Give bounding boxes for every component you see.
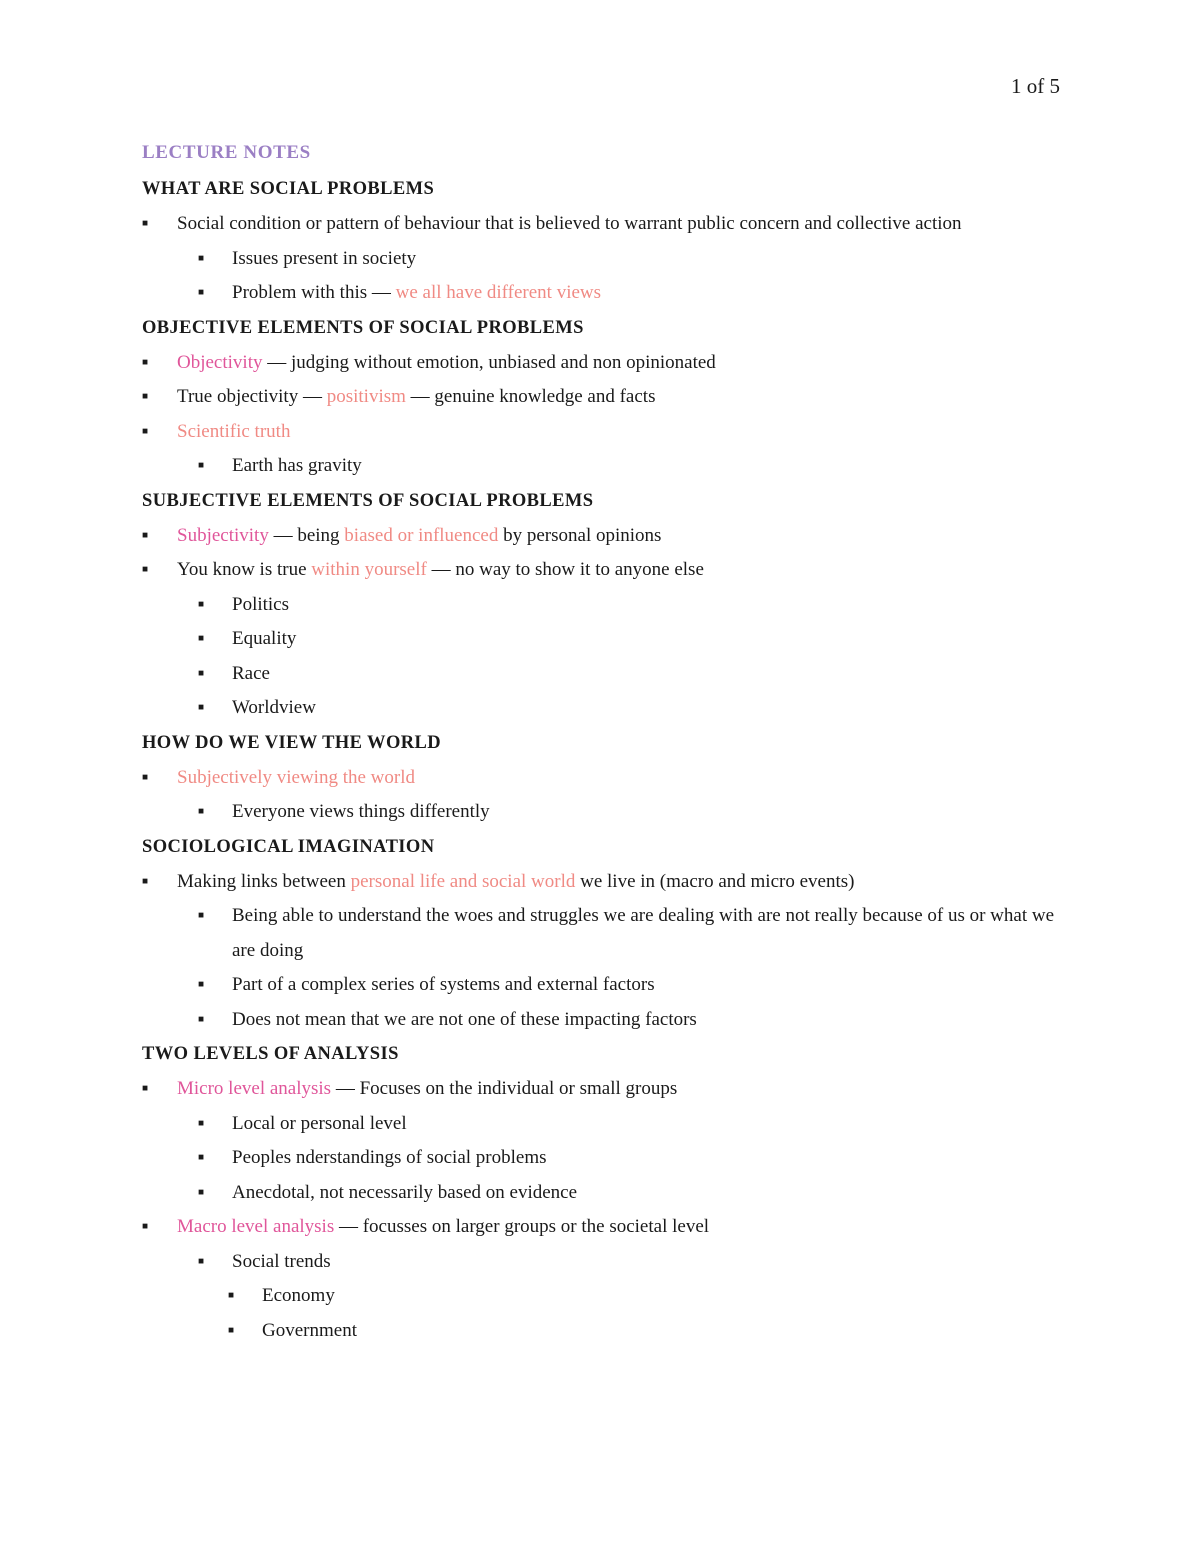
bullet-icon: ■ (228, 1324, 235, 1336)
list-item: ■ Everyone views things differently (142, 795, 1062, 830)
section-heading: OBJECTIVE ELEMENTS OF SOCIAL PROBLEMS (142, 317, 584, 338)
list-item: ■ Being able to understand the woes and struggles we are dealing with are not really because of us or what we are doing (142, 899, 1062, 968)
bullet-icon: ■ (142, 391, 149, 402)
highlight-text: Scientific truth (177, 420, 291, 442)
bullet-icon: ■ (228, 1290, 235, 1301)
list-item: ■ Worldview (142, 691, 1062, 726)
list-item: ■ Part of a complex series of systems and external factors (142, 968, 1062, 1003)
bullet-icon: ■ (198, 1117, 205, 1129)
list-item: ■ Earth has gravity (142, 449, 1062, 484)
list-item: ■ Macro level analysis — focusses on larger groups or the societal level (142, 1210, 1062, 1245)
bullet-list (142, 761, 1062, 830)
term-text: Macro level analysis (177, 1216, 335, 1237)
bullet-icon: ■ (142, 218, 149, 229)
bullet-icon: ■ (198, 1186, 205, 1198)
bullet-icon: ■ (198, 667, 205, 679)
bullet-list (142, 1072, 1062, 1348)
list-item: ■ Subjectivity — being biased or influenced by personal opinions (142, 519, 1062, 554)
list-item: ■ Politics (142, 588, 1062, 623)
list-item (142, 415, 1062, 450)
bullet-icon: ■ (198, 460, 205, 471)
list-item: ■ Issues present in society (142, 242, 1062, 277)
highlight-text: personal life and social world (350, 870, 576, 892)
term-text: Subjectivity (177, 524, 269, 546)
bullet-icon: ■ (198, 1255, 205, 1267)
bullet-icon: ■ (142, 1221, 149, 1232)
bullet-icon: ■ (198, 806, 205, 817)
list-item (142, 761, 1062, 796)
bullet-icon: ■ (142, 564, 149, 575)
bullet-icon: ■ (142, 1083, 149, 1094)
bullet-icon: ■ (198, 910, 205, 921)
list-item: ■ Does not mean that we are not one of these impacting factors (142, 1003, 1062, 1038)
section-heading: SUBJECTIVE ELEMENTS OF SOCIAL PROBLEMS (142, 490, 594, 511)
bullet-icon: ■ (198, 252, 205, 264)
document-title: LECTURE NOTES (142, 142, 311, 163)
highlight-text: within yourself (311, 559, 427, 580)
bullet-list (142, 519, 1062, 726)
term-text: Micro level analysis (177, 1078, 332, 1099)
highlight-text: we all have different views (395, 282, 602, 303)
bullet-list (142, 865, 1062, 1038)
bullet-list (142, 207, 1062, 311)
document-body (142, 138, 1062, 1348)
list-item: ■ Peoples nderstandings of social problems (142, 1141, 1062, 1176)
bullet-icon: ■ (198, 287, 205, 298)
bullet-icon: ■ (198, 702, 205, 713)
list-item: ■ Social trends (142, 1245, 1062, 1280)
section-heading: SOCIOLOGICAL IMAGINATION (142, 836, 435, 857)
page-number: 1 of 5 (1011, 74, 1060, 98)
highlight-text: Subjectively viewing the world (177, 766, 415, 788)
list-item: ■ Race (142, 657, 1062, 692)
list-item: ■ You know is true within yourself — no way to show it to anyone else (142, 553, 1062, 588)
section-heading: WHAT ARE SOCIAL PROBLEMS (142, 179, 435, 199)
list-item: ■ Social condition or pattern of behaviour that is believed to warrant public concern and collective action (142, 207, 1062, 242)
bullet-icon: ■ (142, 356, 149, 368)
section-heading: HOW DO WE VIEW THE WORLD (142, 732, 442, 753)
highlight-text: biased or influenced (344, 524, 499, 546)
bullet-icon: ■ (198, 1152, 205, 1163)
bullet-icon: ■ (198, 1013, 205, 1025)
bullet-icon: ■ (198, 598, 205, 610)
list-item: ■ Government (142, 1314, 1062, 1349)
list-item: ■ Local or personal level (142, 1107, 1062, 1142)
list-item: ■ Objectivity — judging without emotion, unbiased and non opinionated (142, 346, 1062, 381)
list-item: ■ Equality (142, 622, 1062, 657)
list-item: ■ Problem with this — we all have different views (142, 276, 1062, 311)
bullet-icon: ■ (142, 529, 149, 541)
term-text: Objectivity (177, 351, 263, 373)
list-item: ■ Economy (142, 1279, 1062, 1314)
highlight-text: positivism (326, 386, 406, 407)
bullet-icon: ■ (142, 771, 149, 783)
section-heading: TWO LEVELS OF ANALYSIS (142, 1044, 399, 1064)
bullet-icon: ■ (142, 425, 149, 437)
list-item: ■ Anecdotal, not necessarily based on evidence (142, 1176, 1062, 1211)
list-item: ■ Making links between personal life and social world we live in (macro and micro events) (142, 865, 1062, 900)
list-item: ■ True objectivity — positivism — genuine knowledge and facts (142, 380, 1062, 415)
list-item: ■ Micro level analysis — Focuses on the individual or small groups (142, 1072, 1062, 1107)
bullet-icon: ■ (198, 979, 205, 990)
bullet-list (142, 346, 1062, 484)
bullet-icon: ■ (198, 633, 205, 644)
bullet-icon: ■ (142, 875, 149, 887)
